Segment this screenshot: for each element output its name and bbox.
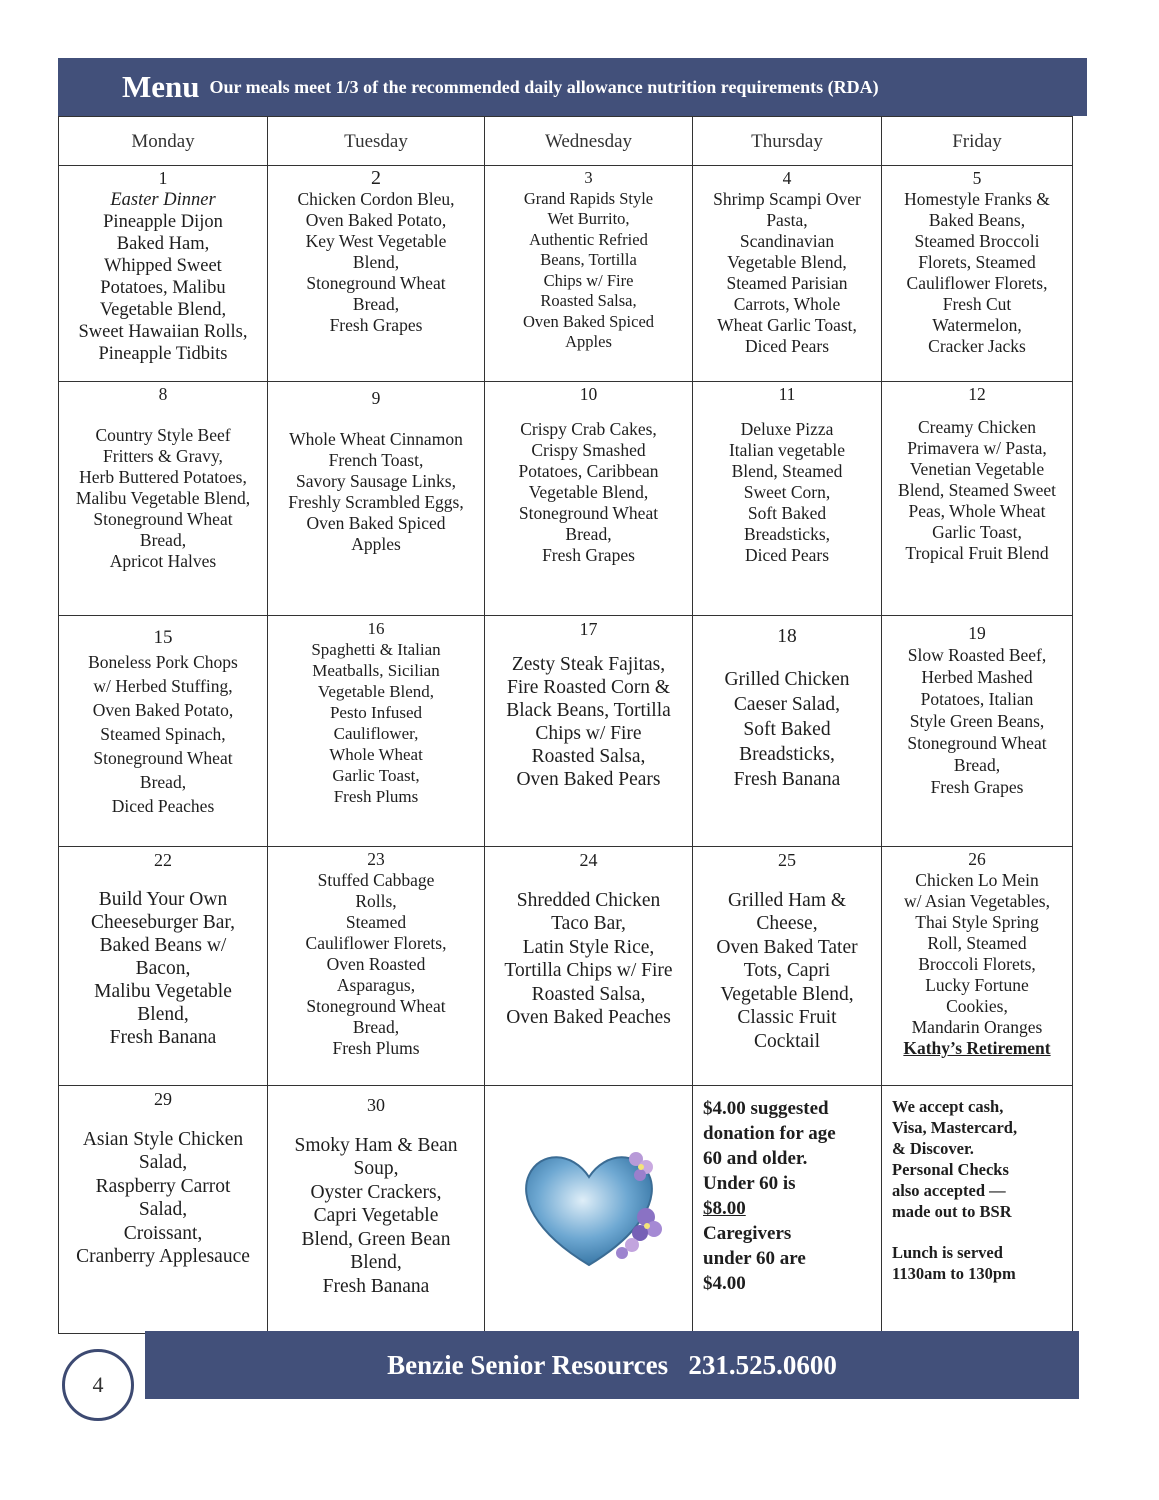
menu-line: Fresh Grapes (930, 777, 1024, 797)
menu-line: Savory Sausage Links, (296, 471, 456, 491)
day-number: 26 (968, 849, 986, 869)
menu-line: Blend, (350, 1252, 402, 1273)
day-number: 1 (158, 168, 168, 188)
menu-line: Roasted Salsa, (531, 746, 646, 767)
menu-line: Slow Roasted Beef, (907, 645, 1047, 665)
day-number: 18 (777, 626, 797, 647)
menu-line: Watermelon, (932, 315, 1022, 335)
menu-line: Vegetable Blend, (528, 482, 649, 502)
menu-line: Malibu Vegetable Blend, (75, 488, 251, 508)
day-cell (882, 382, 1073, 616)
menu-line: Peas, Whole Wheat (908, 501, 1046, 521)
menu-line: Soft Baked (747, 503, 827, 523)
day-number: 12 (968, 384, 986, 404)
day-cell (59, 382, 268, 616)
donation-text: Caregivers (703, 1223, 792, 1244)
payment-text: Personal Checks (892, 1160, 1009, 1179)
day-cell (485, 382, 693, 616)
day-number: 30 (367, 1095, 385, 1115)
menu-line: Bacon, (135, 958, 191, 979)
menu-line: Potatoes, Malibu (100, 278, 226, 298)
menu-line: Broccoli Florets, (918, 954, 1036, 974)
menu-line: Whole Wheat Cinnamon (289, 429, 463, 449)
menu-line: Freshly Scrambled Eggs, (288, 492, 464, 512)
donation-text: under 60 are (703, 1248, 806, 1269)
menu-line: Capri Vegetable (313, 1205, 439, 1226)
day-number: 24 (579, 850, 598, 870)
day-number: 29 (154, 1089, 172, 1109)
menu-line: Bread, (352, 1017, 400, 1037)
menu-line: Blend, (137, 1004, 189, 1025)
donation-text: 60 and older. (703, 1148, 808, 1169)
menu-line: Stoneground Wheat (93, 748, 233, 768)
menu-line: Chicken Lo Mein (915, 870, 1039, 890)
payment-text: Visa, Mastercard, (892, 1118, 1018, 1137)
menu-line: Apples (565, 332, 612, 351)
menu-line: Tots, Capri (743, 960, 831, 981)
menu-line: Authentic Refried (529, 229, 648, 249)
day-cell (268, 847, 485, 1086)
menu-line: Oven Baked Spiced (306, 513, 446, 533)
menu-line: Build Your Own (98, 889, 228, 910)
day-number: 5 (972, 168, 982, 188)
menu-line: Garlic Toast, (332, 766, 420, 785)
menu-line: Stoneground Wheat (518, 503, 659, 523)
menu-line: Pineapple Tidbits (98, 344, 228, 364)
day-cell (59, 847, 268, 1086)
menu-line: Diced Peaches (111, 796, 215, 816)
payment-text: made out to BSR (892, 1202, 1012, 1221)
menu-line: w/ Asian Vegetables, (904, 891, 1050, 911)
menu-line: Tropical Fruit Blend (905, 543, 1049, 563)
payment-text: & Discover. (892, 1139, 974, 1158)
menu-calendar (58, 116, 1073, 1334)
retirement-note: Kathy’s Retirement (903, 1038, 1051, 1058)
menu-line: Carrots, Whole (733, 294, 841, 314)
menu-line: Cauliflower, (333, 724, 419, 743)
day-number: 10 (579, 384, 598, 404)
menu-title: Menu (122, 69, 200, 104)
day-cell (882, 847, 1073, 1086)
day-cell (485, 847, 693, 1086)
menu-line: Roasted Salsa, (531, 983, 646, 1005)
menu-line: Stuffed Cabbage (317, 870, 435, 890)
menu-line: Homestyle Franks & (904, 189, 1050, 209)
footer-banner (145, 1331, 1079, 1399)
week-row (59, 1086, 1073, 1334)
day-cell (268, 382, 485, 616)
menu-line: Scandinavian (739, 231, 835, 251)
payment-text: also accepted — (892, 1181, 1006, 1200)
menu-line: Stoneground Wheat (93, 509, 233, 529)
menu-line: Sweet Hawaiian Rolls, (78, 322, 248, 342)
menu-line: Chicken Cordon Bleu, (297, 189, 455, 209)
heart-cell (485, 1086, 693, 1334)
day-cell (485, 616, 693, 847)
menu-line: Stoneground Wheat (907, 733, 1047, 753)
menu-line: Rolls, (355, 891, 397, 911)
menu-line: Black Beans, Tortilla (506, 700, 671, 721)
menu-line: Chips w/ Fire (535, 723, 642, 744)
menu-line: Shredded Chicken (516, 889, 661, 911)
page-number: 4 (62, 1349, 134, 1421)
menu-line: Vegetable Blend, (720, 983, 854, 1005)
donation-text: $4.00 suggested (703, 1098, 829, 1119)
menu-line: Taco Bar, (551, 913, 626, 934)
day-cell (485, 166, 693, 382)
menu-line: Wheat Garlic Toast, (717, 315, 857, 335)
menu-line: Key West Vegetable (305, 231, 447, 251)
menu-line: Bread, (565, 524, 612, 544)
menu-line: Oven Baked Potato, (92, 700, 234, 720)
menu-line: Oven Roasted (326, 954, 426, 974)
week-row (59, 382, 1073, 616)
menu-line: Blend, Steamed Sweet (898, 480, 1056, 500)
menu-line: Herbed Mashed (921, 667, 1033, 687)
menu-line: Primavera w/ Pasta, (907, 438, 1047, 458)
menu-line: French Toast, (328, 450, 424, 470)
weekday-header-row (59, 117, 1073, 166)
lunch-hours-text: Lunch is served (892, 1243, 1003, 1262)
day-number: 15 (153, 627, 173, 648)
day-cell (268, 1086, 485, 1334)
menu-line: Sweet Corn, (743, 482, 831, 502)
donation-text: $4.00 (703, 1273, 746, 1294)
menu-line: Fresh Banana (733, 769, 841, 790)
menu-line: Fresh Banana (322, 1275, 430, 1297)
menu-line: Crispy Smashed (531, 440, 646, 460)
menu-line: Steamed Broccoli (914, 231, 1040, 251)
day-number: 22 (154, 850, 172, 870)
menu-line: Fresh Grapes (542, 545, 635, 565)
payment-cell (882, 1086, 1073, 1334)
menu-line: Chips w/ Fire (543, 270, 634, 290)
menu-line: Oyster Crackers, (310, 1181, 442, 1203)
menu-line: Caeser Salad, (733, 694, 841, 715)
menu-line: Grand Rapids Style (523, 188, 654, 208)
day-cell (59, 166, 268, 382)
menu-line: Garlic Toast, (932, 522, 1022, 542)
menu-line: Steamed Spinach, (100, 724, 226, 744)
menu-line: Latin Style Rice, (522, 936, 655, 958)
menu-line: Asian Style Chicken (82, 1128, 244, 1150)
day-number: 2 (371, 167, 381, 189)
menu-line: Cranberry Applesauce (76, 1246, 250, 1267)
menu-line: Bread, (139, 772, 187, 792)
menu-line: Lucky Fortune (925, 975, 1029, 995)
menu-line: Cracker Jacks (928, 336, 1026, 356)
menu-line: Mandarin Oranges (911, 1017, 1043, 1037)
menu-line: Baked Ham, (116, 234, 210, 254)
donation-cell (693, 1086, 882, 1334)
day-cell (59, 1086, 268, 1334)
day-cell (882, 616, 1073, 847)
menu-line: Steamed (345, 912, 407, 932)
menu-line: Cocktail (753, 1030, 821, 1052)
menu-line: Bread, (953, 755, 1001, 775)
day-number: 9 (371, 388, 381, 408)
day-cell (693, 382, 882, 616)
donation-amount: $8.00 (703, 1198, 746, 1219)
week-row (59, 616, 1073, 847)
lunch-hours-text: 1130am to 130pm (892, 1264, 1016, 1283)
menu-line: Baked Beans w/ (99, 935, 227, 956)
menu-line: Boneless Pork Chops (88, 652, 238, 672)
menu-line: Oven Baked Tater (716, 936, 858, 958)
weekday-monday: Monday (59, 117, 268, 166)
menu-line: Venetian Vegetable (909, 459, 1045, 479)
menu-line: Soft Baked (743, 719, 831, 740)
menu-line: Roll, Steamed (927, 933, 1027, 953)
menu-line: Fresh Plums (332, 1038, 420, 1058)
day-cell (59, 616, 268, 847)
menu-line: Blend, (352, 252, 400, 272)
menu-line: Wet Burrito, (547, 209, 630, 228)
menu-line: Fresh Grapes (329, 315, 423, 335)
menu-line: Blend, Steamed (731, 461, 843, 481)
day-number: 25 (778, 850, 796, 870)
menu-line: Raspberry Carrot (95, 1175, 231, 1197)
menu-line: Tortilla Chips w/ Fire (504, 960, 673, 981)
payment-text: We accept cash, (892, 1097, 1004, 1116)
menu-line: Florets, Steamed (918, 252, 1036, 272)
menu-line: Country Style Beef (95, 425, 231, 445)
menu-line: Pineapple Dijon (103, 212, 223, 232)
menu-line: Pesto Infused (329, 703, 423, 722)
menu-line: Bread, (352, 294, 400, 314)
day-number: 17 (579, 619, 598, 639)
menu-line: Fresh Banana (109, 1027, 217, 1048)
menu-line: Meatballs, Sicilian (312, 661, 440, 680)
menu-line: Grilled Chicken (724, 669, 850, 690)
heart-flower-illustration (514, 1137, 664, 1277)
menu-line: Spaghetti & Italian (311, 640, 441, 659)
menu-line: Herb Buttered Potatoes, (79, 467, 247, 487)
menu-line: Croissant, (123, 1222, 203, 1244)
donation-text: donation for age (703, 1123, 836, 1144)
menu-line: Thai Style Spring (915, 912, 1039, 932)
day-number: 11 (778, 384, 796, 404)
menu-line: Bread, (139, 530, 187, 550)
day-cell (693, 166, 882, 382)
donation-text: Under 60 is (703, 1173, 796, 1194)
menu-line: Oven Baked Potato, (305, 210, 447, 230)
menu-line: Fire Roasted Corn & (506, 677, 671, 698)
menu-line: Diced Pears (744, 545, 830, 565)
weekday-wednesday: Wednesday (485, 117, 693, 166)
menu-line: Cauliflower Florets, (906, 273, 1048, 293)
day-number: 8 (158, 384, 168, 404)
day-number: 23 (367, 849, 385, 869)
menu-line: Deluxe Pizza (740, 419, 834, 439)
menu-line: Oven Baked Peaches (506, 1007, 671, 1028)
menu-line: Fresh Cut (942, 294, 1012, 314)
menu-line: Salad, (138, 1199, 188, 1220)
week-row (59, 847, 1073, 1086)
menu-line: w/ Herbed Stuffing, (93, 676, 233, 696)
menu-line: Italian vegetable (728, 440, 846, 460)
menu-line: Salad, (138, 1152, 188, 1173)
menu-line: Roasted Salsa, (540, 291, 637, 310)
menu-line: Creamy Chicken (917, 417, 1037, 437)
menu-line: Beans, Tortilla (540, 250, 637, 269)
menu-line: Oven Baked Pears (516, 769, 661, 790)
weekday-tuesday: Tuesday (268, 117, 485, 166)
menu-line: Breadsticks, (743, 524, 831, 544)
menu-line: Baked Beans, (928, 210, 1026, 230)
menu-line: Malibu Vegetable (94, 981, 232, 1002)
day-cell (693, 616, 882, 847)
menu-line: Asparagus, (336, 975, 416, 995)
day-number: 19 (968, 623, 986, 643)
menu-line: Blend, Green Bean (301, 1228, 451, 1250)
menu-line: Fritters & Gravy, (103, 446, 223, 466)
menu-line: Steamed Parisian (726, 273, 848, 293)
menu-line: Soup, (353, 1158, 399, 1179)
organization-contact: Benzie Senior Resources 231.525.0600 (387, 1349, 837, 1380)
menu-line: Cauliflower Florets, (305, 933, 447, 953)
menu-line: Cheeseburger Bar, (91, 912, 235, 933)
menu-line: Grilled Ham & (727, 889, 847, 911)
menu-line: Pasta, (766, 210, 808, 230)
menu-line: Stoneground Wheat (306, 996, 446, 1016)
menu-line: Vegetable Blend, (99, 300, 227, 320)
menu-line: Diced Pears (744, 336, 830, 356)
day-cell (693, 847, 882, 1086)
menu-line: Fresh Plums (333, 787, 419, 806)
day-cell (268, 616, 485, 847)
menu-line: Stoneground Wheat (306, 273, 446, 293)
day-number: 16 (367, 619, 385, 638)
day-number: 4 (782, 168, 792, 188)
weekday-friday: Friday (882, 117, 1073, 166)
menu-line: Apples (351, 534, 401, 554)
menu-line: Cheese, (756, 913, 818, 934)
menu-subtitle: Our meals meet 1/3 of the recommended daily allowance nutrition requirements (RDA) (209, 76, 879, 97)
day-cell (882, 166, 1073, 382)
menu-line: Crispy Crab Cakes, (520, 419, 657, 439)
menu-line: Apricot Halves (109, 551, 217, 571)
menu-line: Oven Baked Spiced (522, 311, 655, 331)
menu-header (58, 58, 1087, 116)
day-cell (268, 166, 485, 382)
menu-line: Potatoes, Italian (920, 689, 1034, 709)
menu-line: Whipped Sweet (104, 256, 222, 276)
menu-line: Vegetable Blend, (317, 682, 435, 701)
menu-line: Breadsticks, (739, 744, 835, 765)
menu-line: Vegetable Blend, (727, 252, 847, 272)
menu-line: Zesty Steak Fajitas, (511, 654, 666, 675)
menu-line: Whole Wheat (329, 745, 423, 764)
menu-line: Potatoes, Caribbean (518, 461, 659, 481)
menu-line: Style Green Beans, (909, 711, 1045, 731)
menu-line: Classic Fruit (737, 1007, 837, 1028)
day-number: 3 (584, 168, 593, 187)
menu-line: Cookies, (946, 996, 1008, 1016)
menu-line: Shrimp Scampi Over (713, 189, 861, 209)
menu-line: Smoky Ham & Bean (294, 1134, 458, 1156)
menu-line: Easter Dinner (110, 190, 216, 210)
weekday-thursday: Thursday (693, 117, 882, 166)
week-row (59, 166, 1073, 382)
